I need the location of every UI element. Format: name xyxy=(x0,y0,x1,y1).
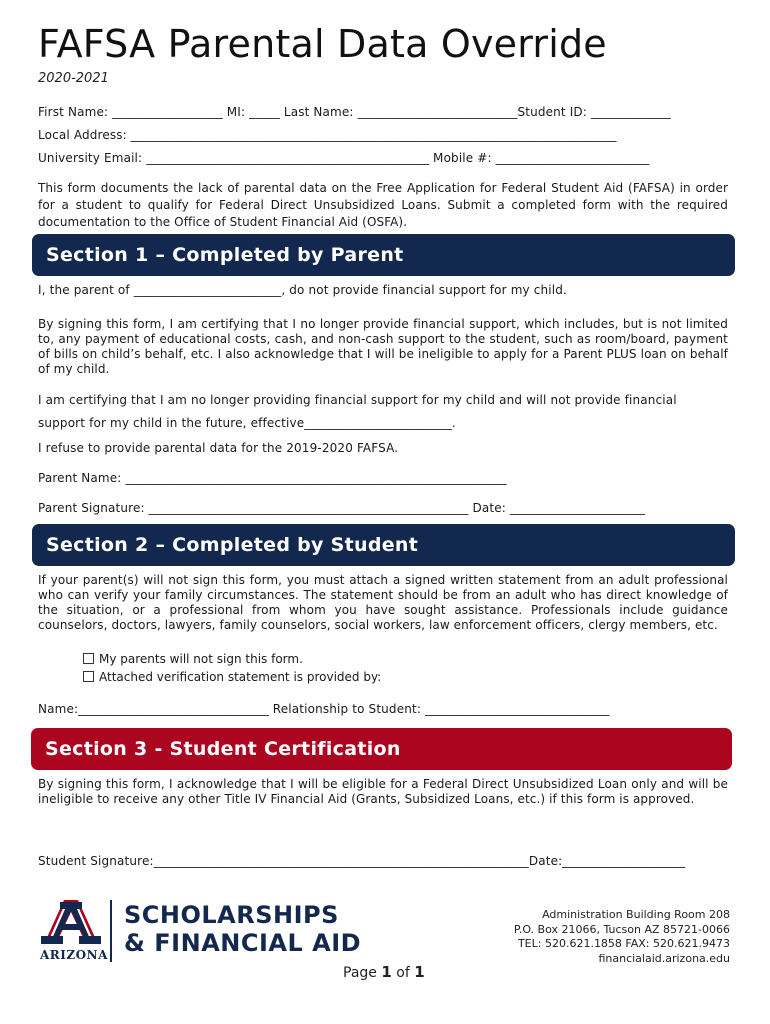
arizona-a-logo-icon xyxy=(40,898,102,946)
checkbox-label: My parents will not sign this form. xyxy=(99,652,303,666)
parent-certify-paragraph: By signing this form, I am certifying that I no longer provide financial support, which includes, but is not limited to, any payment of educational costs, cash, and non-cash support to the student, such as room/board, payment of bills on child’s behalf, etc. I also acknowledge that I will be ineligible to apply for a Parent PLUS loan on behalf of my child. xyxy=(38,317,728,376)
address-line: Administration Building Room 208 xyxy=(542,908,730,921)
student-name-fields[interactable]: First Name: __________________ MI: _____ Last Name: __________________________Student ID: _____________ xyxy=(38,105,671,119)
parent-name-field[interactable]: Parent Name: ______________________________________________________________ xyxy=(38,471,507,485)
student-certification-paragraph: By signing this form, I acknowledge that I will be eligible for a Federal Direct Unsubsidized Loan only and will be ineligible to receive any other Title IV Financial Aid (Grants, Subsidized Loans, etc.) if this form is approved. xyxy=(38,777,728,806)
website-link[interactable]: financialaid.arizona.edu xyxy=(598,951,730,965)
logo-divider xyxy=(110,900,112,962)
section1-title: Section 1 – Completed by Parent xyxy=(46,244,404,266)
student-signature-field[interactable]: Student Signature:_____________________________________________________________Date:____________________ xyxy=(38,854,686,868)
section3-title: Section 3 - Student Certification xyxy=(45,738,401,760)
logo-line-2: & FINANCIAL AID xyxy=(124,929,362,957)
refuse-statement: I refuse to provide parental data for the 2019-2020 FAFSA. xyxy=(38,441,399,455)
section3-header xyxy=(31,728,732,770)
page-total: 1 xyxy=(414,963,425,981)
student-statement-paragraph: If your parent(s) will not sign this form, you must attach a signed written statement from an adult professional who can verify your family circumstances. The statement should be from an adult who has direct knowledge of the situation, or a professional from whom you have sought assistance. Professionals include guidance counselors, doctors, lawyers, family counselors, social workers, law enforcement officers, clergy members, etc. xyxy=(38,573,728,632)
certify-line-1: I am certifying that I am no longer providing financial support for my child and will not provide financial xyxy=(38,393,677,407)
local-address-field[interactable]: Local Address: _______________________________________________________________________________ xyxy=(38,128,617,142)
section1-header xyxy=(32,234,735,276)
address-line: P.O. Box 21066, Tucson AZ 85721-0066 xyxy=(513,922,730,936)
form-year: 2020-2021 xyxy=(38,71,109,86)
checkbox-label: Attached verification statement is provided by: xyxy=(99,670,382,684)
checkbox-attached-verification[interactable] xyxy=(83,670,381,684)
effective-date-field[interactable]: support for my child in the future, effective________________________. xyxy=(38,416,456,430)
logo-line-1: SCHOLARSHIPS xyxy=(124,901,339,929)
page-of: of xyxy=(396,965,410,981)
office-address xyxy=(514,908,730,966)
checkbox-icon[interactable] xyxy=(83,653,94,664)
page-title: FAFSA Parental Data Override xyxy=(38,22,607,66)
section2-title: Section 2 – Completed by Student xyxy=(46,534,419,556)
parent-of-field[interactable]: I, the parent of ________________________, do not provide financial support for my child. xyxy=(38,283,567,297)
parent-signature-field[interactable]: Parent Signature: ____________________________________________________ Date: ______________________ xyxy=(38,501,646,515)
checkbox-icon[interactable] xyxy=(83,671,94,682)
email-mobile-fields[interactable]: University Email: ______________________________________________ Mobile #: _________________________ xyxy=(38,151,650,165)
department-logo-text xyxy=(124,901,361,957)
intro-paragraph: This form documents the lack of parental data on the Free Application for Federal Student Aid (FAFSA) in order for a student to qualify for Federal Direct Unsubsidized Loans. Submit a completed form with the required documentation to the Office of Student Financial Aid (OSFA). xyxy=(38,181,728,229)
address-line: TEL: 520.621.1858 FAX: 520.621.9473 xyxy=(517,937,730,950)
verifier-name-relationship-field[interactable]: Name:_______________________________ Relationship to Student: ______________________________ xyxy=(38,702,610,716)
page-indicator xyxy=(343,963,425,981)
page-label: Page xyxy=(343,965,377,981)
arizona-wordmark: ARIZONA xyxy=(40,948,108,962)
section2-header xyxy=(32,524,735,566)
checkbox-parents-not-sign[interactable] xyxy=(83,652,303,666)
page-number: 1 xyxy=(381,963,392,981)
